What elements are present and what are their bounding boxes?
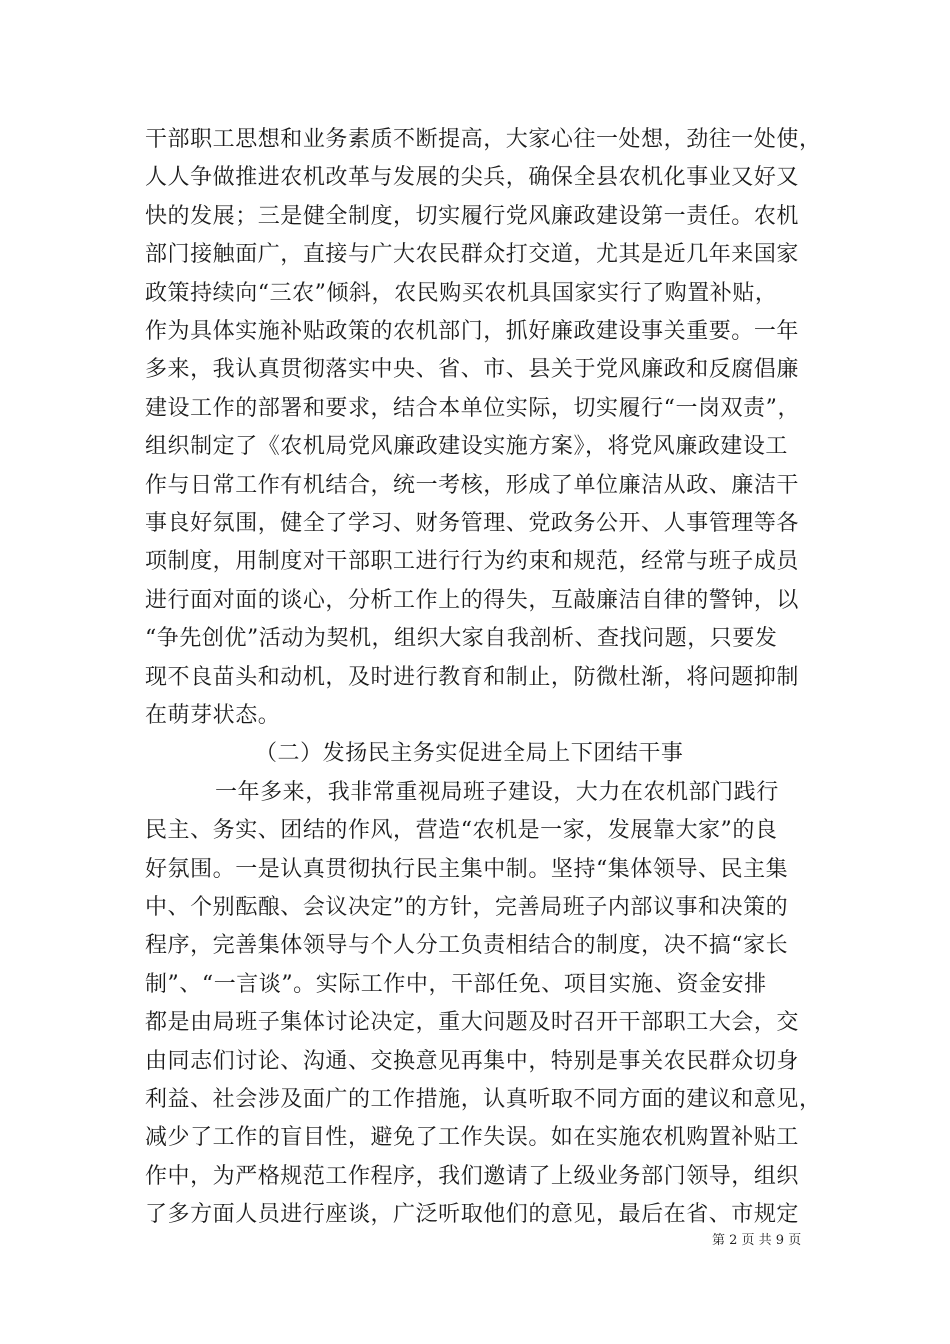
section-heading: （二）发扬民主务实促进全局上下团结干事	[255, 741, 684, 766]
text-line: 部门接触面广，直接与广大农民群众打交道，尤其是近几年来国家	[145, 242, 799, 267]
text-line: 减少了工作的盲目性，避免了工作失误。如在实施农机购置补贴工	[145, 1125, 799, 1150]
text-line: 制”、“一言谈”。实际工作中，干部任免、项目实施、资金安排	[145, 972, 767, 997]
text-line: 现不良苗头和动机，及时进行教育和制止，防微杜渐，将问题抑制	[145, 665, 799, 690]
text-line: 中、个别酝酿、会议决定”的方针，完善局班子内部议事和决策的	[145, 895, 789, 920]
text-line: 人人争做推进农机改革与发展的尖兵，确保全县农机化事业又好又	[145, 165, 799, 190]
text-line: 好氛围。一是认真贯彻执行民主集中制。坚持“集体领导、民主集	[145, 857, 789, 882]
text-line: 政策持续向“三农”倾斜，农民购买农机具国家实行了购置补贴，	[145, 281, 778, 306]
page-footer: 第 2 页 共 9 页	[712, 1233, 802, 1248]
text-line: 作中，为严格规范工作程序，我们邀请了上级业务部门领导，组织	[145, 1164, 799, 1189]
text-line: 在萌芽状态。	[145, 703, 281, 728]
text-line: 快的发展；三是健全制度，切实履行党风廉政建设第一责任。农机	[145, 204, 799, 229]
text-line: 项制度，用制度对干部职工进行行为约束和规范，经常与班子成员	[145, 549, 799, 574]
text-line: 作为具体实施补贴政策的农机部门，抓好廉政建设事关重要。一年	[145, 319, 799, 344]
text-line: 干部职工思想和业务素质不断提高，大家心往一处想，劲往一处使，	[145, 127, 822, 152]
text-line: 民主、务实、团结的作风，营造“农机是一家，发展靠大家”的良	[145, 818, 778, 843]
text-line: 多来，我认真贯彻落实中央、省、市、县关于党风廉政和反腐倡廉	[145, 357, 799, 382]
text-line: 进行面对面的谈心，分析工作上的得失，互敲廉洁自律的警钟，以	[145, 588, 799, 613]
text-line: 事良好氛围，健全了学习、财务管理、党政务公开、人事管理等各	[145, 511, 799, 536]
text-line: 利益、社会涉及面广的工作措施，认真听取不同方面的建议和意见，	[145, 1087, 822, 1112]
text-line: 程序，完善集体领导与个人分工负责相结合的制度，决不搞“家长	[145, 933, 789, 958]
text-line: 由同志们讨论、沟通、交换意见再集中，特别是事关农民群众切身	[145, 1049, 799, 1074]
text-line: 作与日常工作有机结合，统一考核，形成了单位廉洁从政、廉洁干	[145, 473, 799, 498]
text-line: 一年多来，我非常重视局班子建设，大力在农机部门践行	[215, 780, 779, 805]
text-line: 组织制定了《农机局党风廉政建设实施方案》，将党风廉政建设工	[145, 434, 788, 459]
text-line: 了多方面人员进行座谈，广泛听取他们的意见，最后在省、市规定	[145, 1202, 799, 1227]
text-line: 建设工作的部署和要求，结合本单位实际，切实履行“一岗双责”，	[145, 396, 800, 421]
text-line: “争先创优”活动为契机，组织大家自我剖析、查找问题，只要发	[145, 626, 778, 651]
text-line: 都是由局班子集体讨论决定，重大问题及时召开干部职工大会，交	[145, 1010, 799, 1035]
